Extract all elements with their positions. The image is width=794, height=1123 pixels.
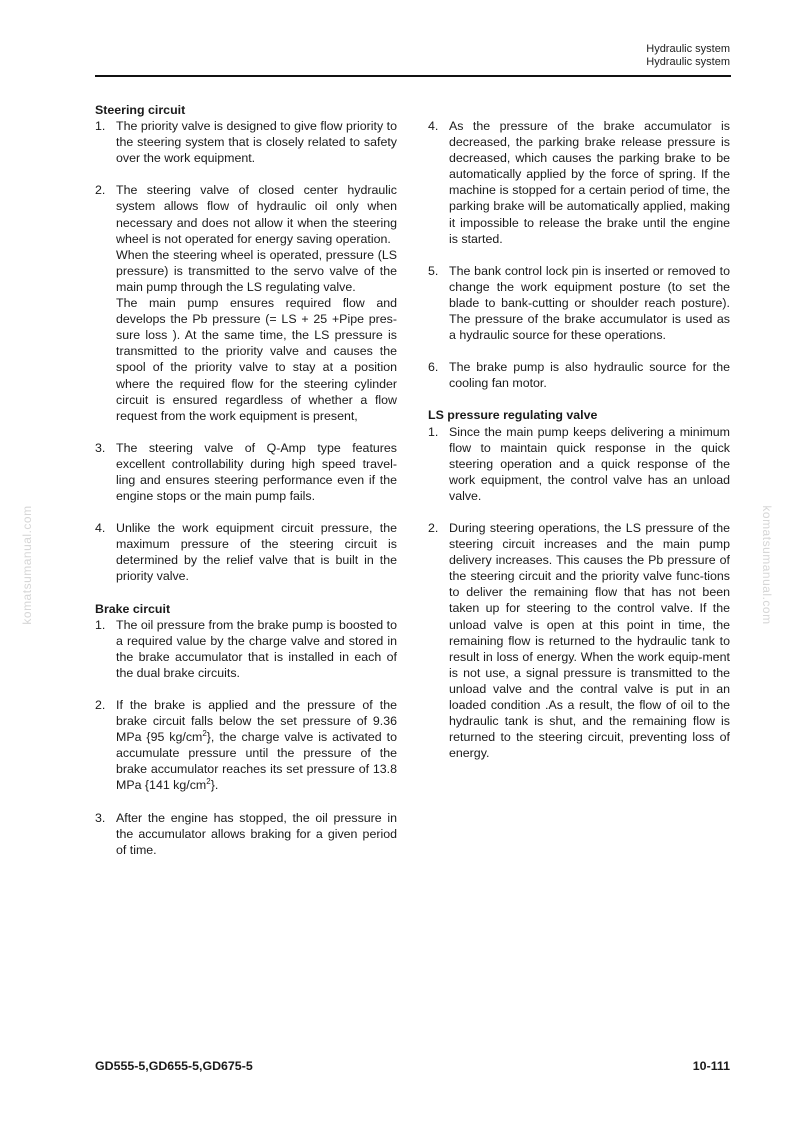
steering-item-3 (95, 440, 397, 504)
item-number: 4. (428, 119, 439, 133)
brake-circuit-heading: Brake circuit (95, 601, 171, 616)
superscript: 2 (206, 777, 211, 787)
item-number: 1. (428, 424, 439, 439)
brake-item-2 (95, 697, 397, 794)
watermark-right: komatsumanual.com (760, 505, 774, 625)
item-number: 5. (428, 263, 439, 278)
brake-item-4 (428, 118, 730, 247)
steering-circuit-heading: Steering circuit (95, 103, 186, 117)
footer-model: GD555-5,GD655-5,GD675-5 (95, 1059, 253, 1073)
item-text: After the engine has stopped, the oil pressure in the accumulator allows braking for a given period of time. (116, 810, 397, 857)
footer-page-number: 10-111 (692, 1059, 730, 1073)
steering-item-2 (95, 182, 397, 423)
item-text: The bank control lock pin is inserted or removed to change the work equipment posture (to set the blade to bank-cutting or shoulder reach posture). The pressure of the brake accumulator is used as a hydraulic source for these operations. (449, 263, 730, 343)
item-number: 6. (428, 360, 439, 375)
watermark-left: komatsumanual.com (20, 505, 34, 625)
text-part: If the brake is applied and the pressure of the brake circuit falls below the set pressure of 9.36 MPa {95 kg/cm (116, 698, 397, 745)
item-number: 4. (95, 521, 106, 536)
item-number: 2. (95, 183, 106, 198)
item-number: 1. (95, 617, 106, 632)
header-rule (95, 75, 731, 77)
item-text: The brake pump is also hydraulic source for the cooling fan motor. (449, 360, 730, 391)
item-text: The priority valve is designed to give flow priority to the steering system that is closely related to safety over the work equipment. (116, 119, 397, 166)
ls-item-2 (428, 520, 730, 761)
header-line-2: Hydraulic system (646, 56, 730, 68)
brake-item-5 (428, 263, 730, 343)
header-line-1: Hydraulic system (646, 43, 730, 55)
item-text: The main pump ensures required flow and develops the Pb pressure (= LS + 25 +Pipe pres-sure loss ). At the same time, the LS pressure is transmitted to the priority valve and causes the spool of the priority valve to stay at a position where the required flow for the steering cylinder circuit is ensured regardless of whether a flow request from the work equipment is present, (116, 296, 397, 423)
brake-item-3 (95, 810, 397, 858)
item-number: 3. (95, 440, 106, 455)
steering-item-4 (95, 520, 397, 584)
item-number: 1. (95, 119, 106, 134)
item-text: During steering operations, the LS pressure of the steering circuit increases and the main pump delivery increases. This causes the Pb pressure of the steering circuit and the priority valve func-tions to deliver the remaining flow that has not been taken up for steering to the control valve. If the unload valve is open at this point in time, the remaining flow is returned to the hydraulic tank to result in loss of energy. When the work equip-ment is not use, a signal pressure is transmitted to the unload valve and the contral valve is put in an loaded condition .As a result, the flow of oil to the hydraulic tank is shut, and the remaining flow is returned to the steering circuit, preventing loss of energy. (449, 520, 730, 761)
brake-item-6 (428, 359, 730, 391)
item-text: The steering valve of Q-Amp type features excellent controllability during high speed travel-ling and ensures steering performance even if the engine stops or the main pump fails. (116, 440, 397, 504)
running-header (646, 43, 730, 69)
text-part: }, the charge valve is activated to accumulate pressure until the pressure of the brake accumulator reaches its set pressure of 13.8 MPa {141 kg/cm (116, 730, 397, 793)
item-number: 2. (95, 698, 106, 712)
item-text: As the pressure of the brake accumulator is decreased, the parking brake release pressure is decreased, which causes the parking brake to be automatically applied by the force of spring. If the machine is stopped for a certain period of time, the parking brake will be automatically applied, making it impossible to release the brake until the engine is started. (449, 119, 730, 246)
item-text (116, 697, 397, 794)
item-text: Unlike the work equipment circuit pressure, the maximum pressure of the steering circuit is determined by the relief valve that is built in the priority valve. (116, 521, 397, 584)
brake-item-1 (95, 617, 397, 681)
left-column (95, 102, 397, 858)
text-part: }. (210, 778, 219, 793)
superscript: 2 (202, 729, 207, 739)
item-text: Since the main pump keeps delivering a minimum flow to maintain quick response in the quick steering operation and a quick response of the work equipment, the control valve has an unload valve. (449, 424, 730, 503)
item-text: When the steering wheel is operated, pressure (LS pressure) is transmitted to the servo valve of the main pump through the LS regulating valve. (116, 247, 397, 294)
item-text: The steering valve of closed center hydraulic system allows flow of hydraulic oil only when necessary and does not allow it when the steering wheel is not operated for energy saving operation. (116, 183, 397, 246)
ls-valve-heading: LS pressure regulating valve (428, 408, 598, 423)
item-text: The oil pressure from the brake pump is boosted to a required value by the charge valve and stored in the brake accumulator that is installed in each of the dual brake circuits. (116, 617, 397, 680)
item-number: 2. (428, 520, 439, 535)
steering-item-1 (95, 118, 397, 166)
ls-item-1 (428, 424, 730, 504)
item-number: 3. (95, 810, 106, 825)
right-column (428, 102, 730, 761)
